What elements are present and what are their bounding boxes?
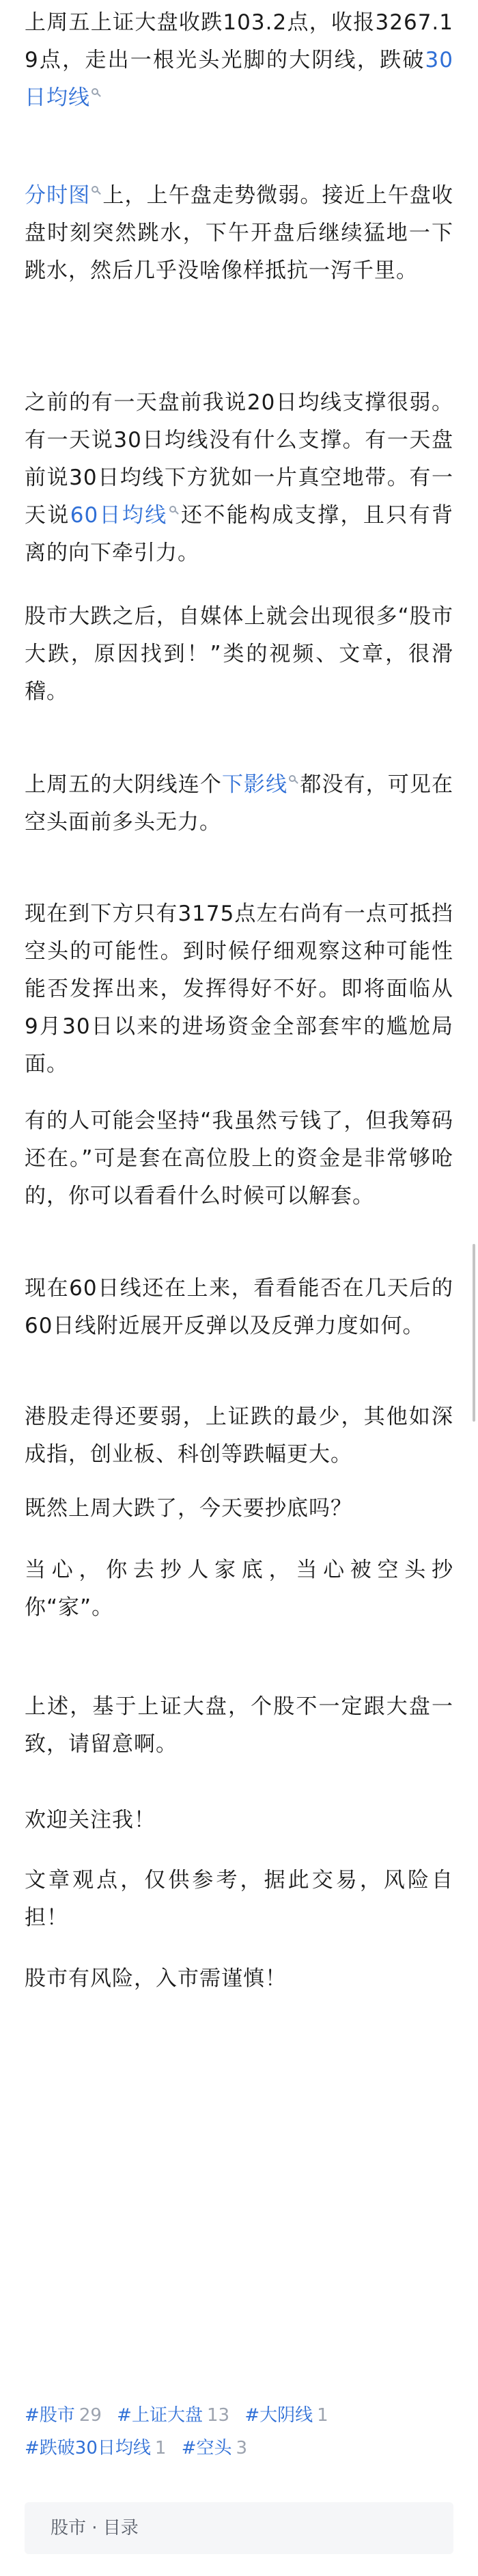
keyword-link-intraday-chart[interactable]: 分时图 <box>25 183 91 208</box>
hash-icon: # <box>25 2405 40 2426</box>
tag-label: 上证大盘 <box>131 2405 203 2426</box>
paragraph-2 <box>25 177 453 290</box>
hash-icon: # <box>181 2438 197 2458</box>
topic-tag[interactable] <box>25 2399 102 2432</box>
paragraph-1 <box>25 4 453 117</box>
paragraph-text: 之前的有一天盘前我说20日均线支撑很弱。有一天说30日均线没有什么支撑。有一天盘前说30日均线下方犹如一片真空地带。有一天说 <box>25 390 453 528</box>
paragraph-5 <box>25 766 453 841</box>
paragraph-text-tail: 还不能构成支撑，且只有背离的向下牵引力。 <box>25 503 454 565</box>
topic-tag[interactable] <box>244 2399 328 2432</box>
paragraph-text: 文章观点，仅供参考，据此交易，风险自担！ <box>25 1868 453 1930</box>
search-icon <box>289 775 296 782</box>
tag-label: 空头 <box>196 2438 232 2458</box>
paragraph-6 <box>25 895 453 1083</box>
keyword-link-60-day-ma[interactable]: 60日均线 <box>70 503 168 528</box>
paragraph-3 <box>25 384 453 572</box>
paragraph-4 <box>25 598 453 711</box>
keyword-link-lower-shadow[interactable]: 下影线 <box>221 772 288 797</box>
search-icon <box>169 506 176 513</box>
tag-count: 3 <box>236 2438 248 2458</box>
collection-directory-bar[interactable] <box>25 2502 453 2554</box>
search-icon <box>92 186 98 193</box>
paragraph-text: 现在60日线还在上来，看看能否在几天后的60日线附近展开反弹以及反弹力度如何。 <box>25 1276 453 1338</box>
paragraph-14 <box>25 1862 453 1937</box>
paragraph-text: 上周五上证大盘收跌103.2点，收报3267.19点，走出一根光头光脚的大阴线，跌破 <box>25 10 453 72</box>
paragraph-text: 上，上午盘走势微弱。接近上午盘收盘时刻突然跳水，下午开盘后继续猛地一下跳水，然后几乎没啥像样抵抗一泻千里。 <box>25 183 454 283</box>
paragraph-text: 现在到下方只有3175点左右尚有一点可抵挡空头的可能性。到时候仔细观察这种可能性能否发挥出来，发挥得好不好。即将面临从9月30日以来的进场资金全部套牢的尴尬局面。 <box>25 901 453 1076</box>
paragraph-text: 上周五的大阴线连个 <box>25 772 222 797</box>
topic-tag[interactable] <box>117 2399 229 2432</box>
paragraph-text: 港股走得还要弱，上证跌的最少，其他如深成指，创业板、科创等跌幅更大。 <box>25 1405 453 1467</box>
paragraph-9 <box>25 1398 453 1474</box>
tag-count: 1 <box>317 2405 328 2426</box>
keyword-link-30-day-ma[interactable]: 30日均线 <box>25 48 453 110</box>
tag-count: 29 <box>79 2405 102 2426</box>
paragraph-text: 当心，你去抄人家底，当心被空头抄你“家”。 <box>25 1558 453 1620</box>
topic-tag[interactable] <box>182 2432 247 2465</box>
paragraph-text: 既然上周大跌了，今天要抄底吗？ <box>25 1496 352 1521</box>
hash-icon: # <box>25 2438 40 2458</box>
paragraph-text: 股市大跌之后，自媒体上就会出现很多“股市大跌，原因找到！”类的视频、文章，很滑稽。 <box>25 604 453 704</box>
tag-label: 股市 <box>39 2405 75 2426</box>
paragraph-text-tail: 都没有，可见在空头面前多头无力。 <box>25 772 454 835</box>
search-icon <box>92 88 98 95</box>
hash-icon: # <box>244 2405 260 2426</box>
paragraph-11 <box>25 1551 453 1627</box>
paragraph-text: 欢迎关注我！ <box>25 1808 156 1832</box>
paragraph-7 <box>25 1102 453 1215</box>
collection-directory-label: 股市 · 目录 <box>51 2518 139 2538</box>
paragraph-15 <box>25 1960 453 1998</box>
paragraph-8 <box>25 1270 453 1345</box>
paragraph-12 <box>25 1688 453 1763</box>
paragraph-text: 有的人可能会坚持“我虽然亏钱了，但我筹码还在。”可是套在高位股上的资金是非常够呛的，你可以看看什么时候可以解套。 <box>25 1109 453 1208</box>
topic-tag[interactable] <box>25 2432 166 2465</box>
paragraph-10 <box>25 1490 453 1528</box>
paragraph-text: 股市有风险，入市需谨慎！ <box>25 1966 287 1991</box>
paragraph-text: 上述，基于上证大盘，个股不一定跟大盘一致，请留意啊。 <box>25 1694 453 1757</box>
paragraph-13 <box>25 1802 453 1839</box>
hash-icon: # <box>117 2405 132 2426</box>
tag-label: 大阴线 <box>259 2405 313 2426</box>
tag-count: 1 <box>154 2438 167 2458</box>
topic-tags <box>25 2399 453 2465</box>
tag-label: 跌破30日均线 <box>39 2438 151 2458</box>
tag-count: 13 <box>206 2405 230 2426</box>
scrollbar[interactable] <box>473 1244 475 1422</box>
